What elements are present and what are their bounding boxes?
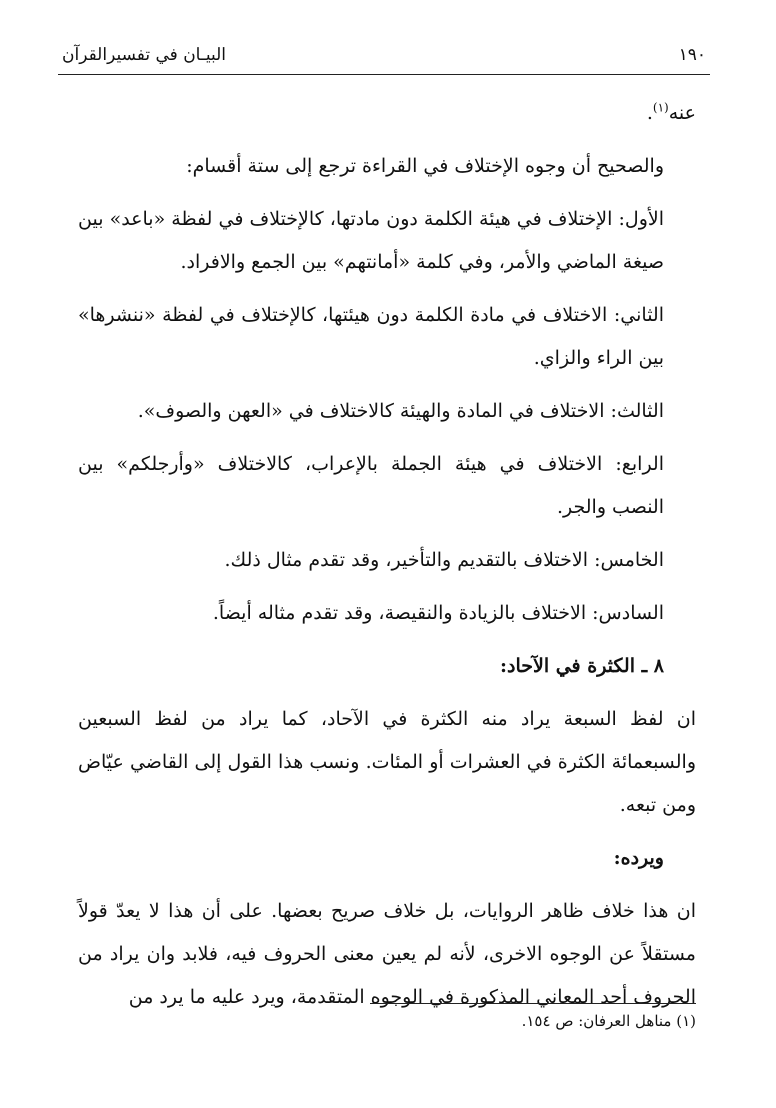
header-rule: [58, 74, 710, 75]
paragraph-fifth: الخامس: الاختلاف بالتقديم والتأخير، وقد تقدم مثال ذلك.: [224, 549, 664, 571]
paragraph-sixth: السادس: الاختلاف بالزيادة والنقيصة، وقد تقدم مثاله أيضاً.: [212, 602, 664, 624]
paragraph-first: الأول: الإختلاف في هيئة الكلمة دون مادتها، كالإختلاف في لفظة «باعد» بين صيغة الماضي والأمر، وفي كلمة «أمانتهم» بين الجمع والافراد.: [78, 208, 664, 273]
footnote-rule: [370, 1003, 696, 1004]
rebuttal-label: ويرده:: [613, 847, 664, 869]
running-header: [62, 40, 706, 70]
book-title: البيـان في تفسيرالقرآن: [62, 45, 227, 65]
page-number: ١٩٠: [678, 45, 706, 65]
paragraph-second: الثاني: الاختلاف في مادة الكلمة دون هيئتها، كالإختلاف في لفظة «ننشرها» بين الراء والزاي.: [78, 304, 664, 369]
footnote-ref: (١): [652, 100, 669, 115]
paragraph-third: الثالث: الاختلاف في المادة والهيئة كالاختلاف في «العهن والصوف».: [137, 400, 664, 422]
continuation-text: عنه: [668, 102, 696, 124]
section-heading: ٨ ـ الكثرة في الآحاد:: [499, 655, 664, 677]
paragraph-fourth: الرابع: الاختلاف في هيئة الجملة بالإعراب، كالاختلاف «وأرجلكم» بين النصب والجر.: [78, 453, 664, 518]
footnote: (١) مناهل العرفان: ص ١٥٤.: [521, 1012, 696, 1030]
paragraph-rebuttal: ان هذا خلاف ظاهر الروايات، بل خلاف صريح بعضها. على أن هذا لا يعدّ قولاً مستقلاً عن الوجوه الاخرى، لأنه لم يعين معنى الحروف فيه، فلابد وان يراد من الحروف أحد المعاني المذكورة في الوجوه المتقدمة، ويرد عليه ما يرد من: [78, 900, 696, 1008]
paragraph-intro: والصحيح أن وجوه الإختلاف في القراءة ترجع إلى ستة أقسام:: [186, 155, 664, 177]
page-body: [78, 92, 696, 1029]
paragraph-section-body: ان لفظ السبعة يراد منه الكثرة في الآحاد، كما يراد من لفظ السبعين والسبعمائة الكثرة في العشرات أو المئات. ونسب هذا القول إلى القاضي عيّاض ومن تبعه.: [78, 708, 696, 816]
continuation-end: .: [646, 102, 653, 124]
paragraph-continuation: [78, 92, 696, 135]
